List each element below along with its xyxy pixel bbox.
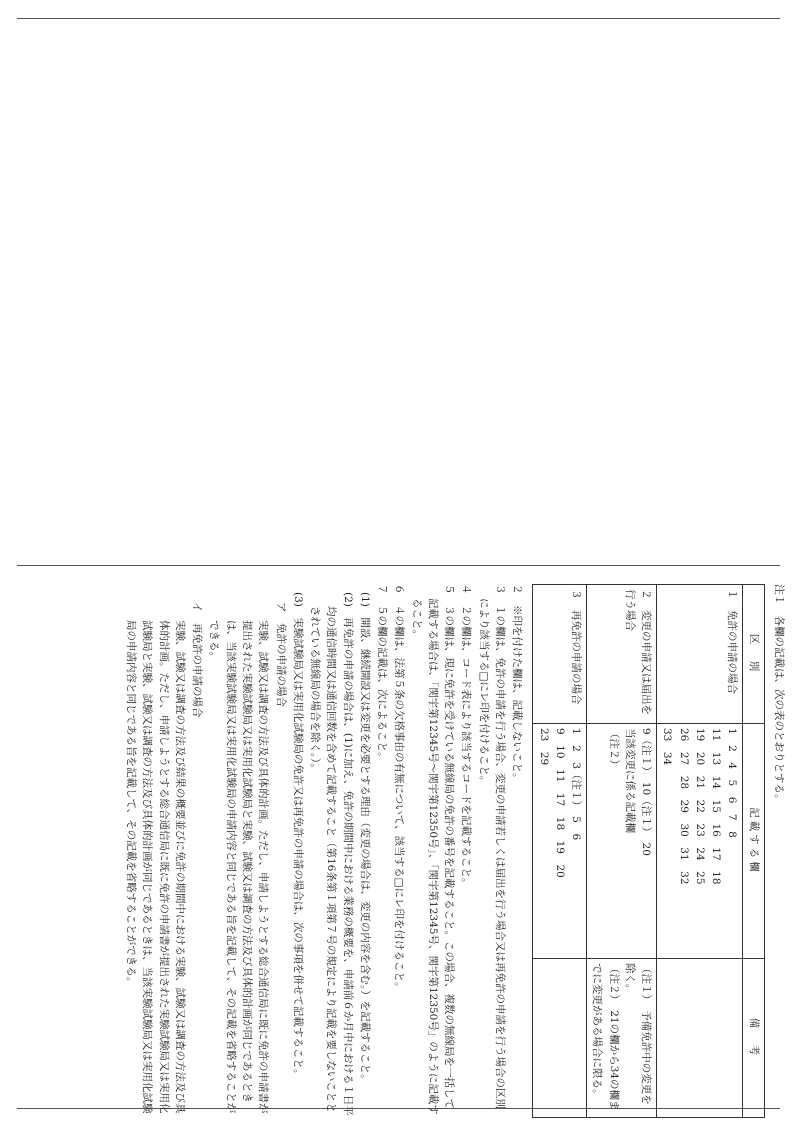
remark-line: （注１） 予備免許中の変更を除く。 bbox=[623, 963, 653, 1105]
fields-cell bbox=[587, 724, 657, 959]
remarks-cell bbox=[533, 959, 587, 1118]
category-cell: ２ 変更の申請又は届出を行う場合 bbox=[587, 585, 657, 724]
category-cell: １ 免許の申請の場合 bbox=[657, 585, 743, 724]
note-item: 実験、試験又は調査の方法及び結果の概要並びに免許の期間中における実験、試験又は調査の方法及び具体的計画。ただし、申請しようとする総合通信局に既に免許の申請書が提出された実験試験局又は実用化試験局と実験、試験又は調査の方法及び具体的計画が同じであるときは、当該実験試験局又は実用化試験局の申請内容と同じである旨を記載して、その記載を省略することができる。 bbox=[125, 620, 186, 1114]
middle-rule bbox=[17, 565, 780, 566]
field-line: 11 13 14 15 16 17 18 bbox=[710, 728, 723, 885]
entry-fields-table bbox=[532, 584, 764, 1118]
fields-cell bbox=[533, 724, 587, 959]
field-line: 当該変更に係る記載欄 bbox=[623, 728, 636, 833]
field-line: 26 27 28 29 30 31 32 bbox=[677, 728, 690, 885]
table-row bbox=[587, 585, 657, 1118]
notes-section bbox=[125, 584, 787, 1118]
field-line: 33 34 bbox=[661, 728, 674, 766]
field-line: 9（注１） 10（注１） 20 bbox=[640, 728, 653, 856]
note-item: 実験、試験又は調査の方法及び具体的計画。ただし、申請しようとする総合通信局に既に免許の申請書が提出された実験試験局又は実用化試験局と実験、試験又は調査の方法及び具体的計画が同じであるときは、当該実験試験局又は実用化試験局の申請内容と同じである旨を記載して、その記載を省略することができる。 bbox=[208, 620, 270, 1114]
note-item: ３ １の欄は、免許の申請を行う場合、変更の申請若しくは届出を行う場合又は再免許の申請を行う場合の区別により該当する□にレ印を付けること。 bbox=[477, 584, 507, 1109]
field-line: 1 2 4 5 6 7 8 bbox=[726, 728, 739, 838]
remarks-cell bbox=[657, 959, 743, 1118]
table-header-row bbox=[743, 585, 764, 1118]
top-rule bbox=[17, 18, 780, 19]
table-row bbox=[657, 585, 743, 1118]
table-row bbox=[533, 585, 587, 1118]
header-fields: 記載する欄 bbox=[743, 724, 764, 959]
field-line: 9 10 11 17 18 19 20 bbox=[553, 728, 566, 878]
note-item: (2) 再免許の申請の場合は、(1)に加え、免許の期間中における業務の概要を、申請前６か月中における１日平均の通信時間又は通信回数を含めて記載すること（第16条第１項第７号の規定により記載を要しないこととされている無線局の場合を除く。）。 bbox=[309, 592, 354, 1116]
notes-heading: 注１ 各欄の記載は、次の表のとおりとする。 bbox=[773, 584, 785, 805]
note-item: ２ ※印を付けた欄は、記載しないこと。 bbox=[511, 584, 524, 784]
note-item: (1) 開設、継続開設又は変更を必要とする理由（変更の場合は、変更の内容を含む。）を記載すること。 bbox=[358, 592, 371, 1085]
category-cell: ３ 再免許の申請の場合 bbox=[533, 585, 587, 724]
note-item: ４ ２の欄は、コード表により該当するコードを記載すること。 bbox=[460, 584, 473, 889]
header-remarks: 備 考 bbox=[743, 959, 764, 1118]
note-item: イ 再免許の申請の場合 bbox=[191, 602, 204, 718]
field-line: 23 29 bbox=[537, 728, 550, 766]
field-line: 1 2 3（注１） 5 6 bbox=[570, 728, 583, 841]
note-item: ７ ５の欄の記載は、次によること。 bbox=[376, 584, 389, 763]
table-body bbox=[533, 585, 743, 1118]
field-line: 19 20 21 22 23 24 25 bbox=[693, 728, 706, 885]
header-category: 区 別 bbox=[743, 585, 764, 724]
notes-list bbox=[123, 584, 525, 1118]
remarks-cell bbox=[587, 959, 657, 1118]
field-line: （注２） bbox=[607, 728, 620, 770]
note-item: (3) 実験試験局又は実用化試験局の免許又は再免許の申請の場合は、次の事項を併せて記載すること。 bbox=[291, 592, 304, 1080]
note-item: ア 免許の申請の場合 bbox=[274, 602, 287, 707]
note-item: ６ ４の欄は、法第５条の欠格事由の有無について、該当する□にレ印を付けること。 bbox=[393, 584, 406, 993]
fields-cell bbox=[657, 724, 743, 959]
note-item: ５ ３の欄は、現に免許を受けている無線局の免許の番号を記載すること。この場合、複数の無線局を一括して記載する場合は、「関宇第12345号～関宇第12350号」、「関宇第12345号、関宇第12350号」のように記載すること。 bbox=[410, 584, 456, 1115]
remark-line: （注２） 21の欄から34の欄までに変更がある場合に限る。 bbox=[591, 963, 620, 1111]
